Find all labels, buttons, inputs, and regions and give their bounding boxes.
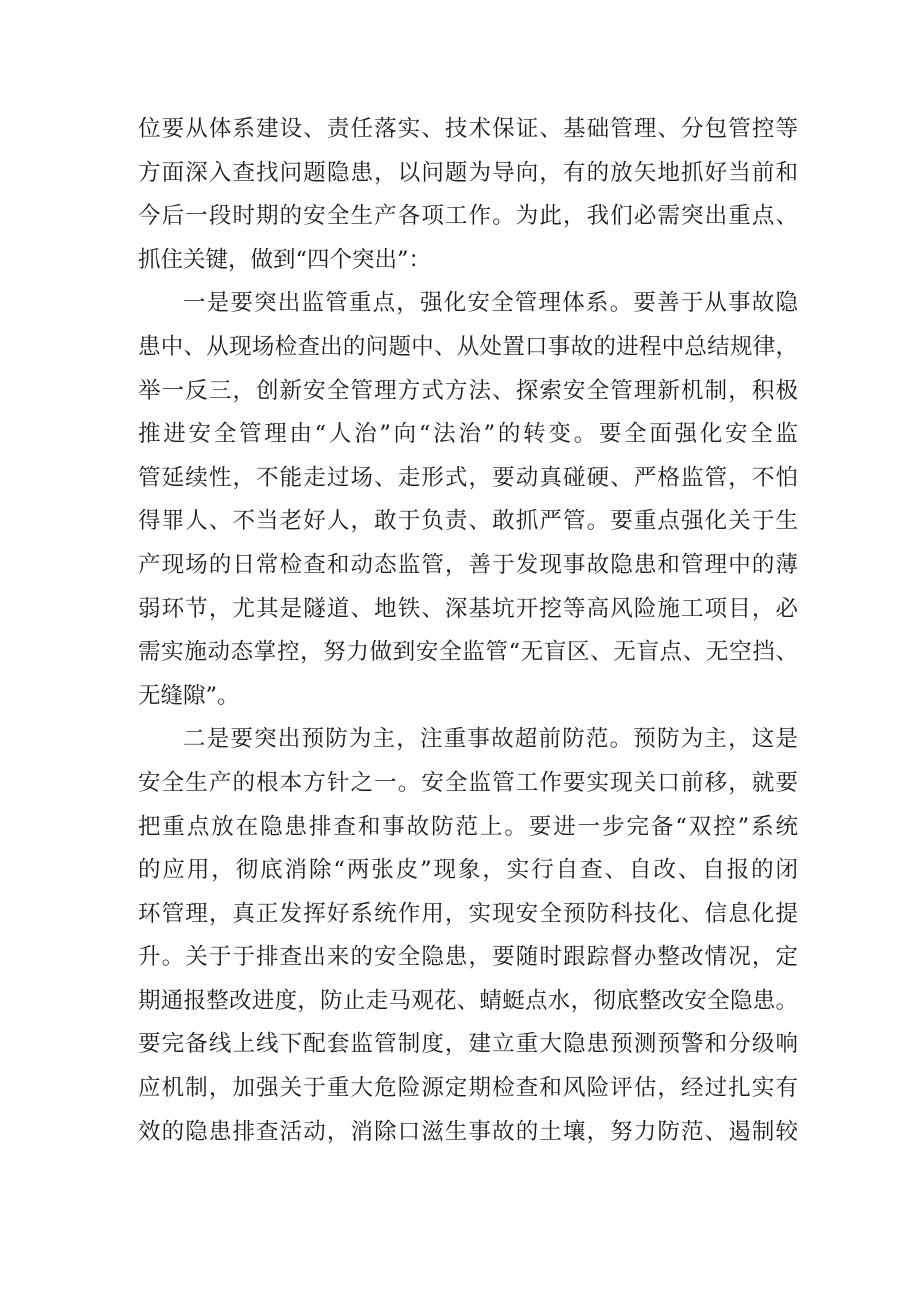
text-line: 需实施动态掌控，努力做到安全监管“无盲区、无盲点、无空挡、 (138, 639, 798, 666)
text-line: 举一反三，创新安全管理方式方法、探索安全管理新机制，积极 (138, 377, 798, 404)
text-line: 弱环节，尤其是隧道、地铁、深基坑开挖等高风险施工项目，必 (138, 595, 798, 622)
body-text (138, 108, 798, 1154)
text-line: 期通报整改进度，防止走马观花、蜻蜓点水，彻底整改安全隐患。 (138, 987, 798, 1014)
text-line: 二是要突出预防为主，注重事故超前防范。预防为主，这是 (183, 726, 798, 753)
text-line: 一是要突出监管重点，强化安全管理体系。要善于从事故隐 (183, 290, 798, 317)
text-line: 患中、从现场检查出的问题中、从处置口事故的进程中总结规律， (138, 333, 798, 360)
text-line: 位要从体系建设、责任落实、技术保证、基础管理、分包管控等 (138, 116, 798, 142)
text-line: 推进安全管理由“人治”向“法治”的转变。要全面强化安全监 (138, 421, 798, 448)
text-line: 应机制，加强关于重大危险源定期检查和风险评估，经过扎实有 (138, 1075, 798, 1102)
text-line: 无缝隙”。 (138, 682, 240, 709)
text-line: 安全生产的根本方针之一。安全监管工作要实现关口前移，就要 (138, 769, 798, 796)
text-line: 抓住关键，做到“四个突出”： (138, 246, 432, 273)
text-line: 要完备线上线下配套监管制度，建立重大隐患预测预警和分级响 (138, 1031, 798, 1058)
text-line: 产现场的日常检查和动态监管，善于发现事故隐患和管理中的薄 (138, 551, 798, 578)
text-line: 管延续性，不能走过场、走形式，要动真碰硬、严格监管，不怕 (138, 464, 798, 491)
text-line: 得罪人、不当老好人，敢于负责、敢抓严管。要重点强化关于生 (138, 508, 798, 535)
text-line: 方面深入查找问题隐患，以问题为导向，有的放矢地抓好当前和 (138, 159, 798, 186)
text-line: 今后一段时期的安全生产各项工作。为此，我们必需突出重点、 (138, 203, 798, 230)
text-line: 的应用，彻底消除“两张皮”现象，实行自查、自改、自报的闭 (138, 857, 798, 884)
text-line: 效的隐患排查活动，消除口滋生事故的土壤，努力防范、遏制较 (138, 1118, 798, 1145)
text-line: 环管理，真正发挥好系统作用，实现安全预防科技化、信息化提 (138, 900, 798, 927)
text-line: 升。关于于排查出来的安全隐患，要随时跟踪督办整改情况，定 (138, 944, 798, 971)
text-line: 把重点放在隐患排查和事故防范上。要进一步完备“双控”系统 (138, 813, 798, 840)
